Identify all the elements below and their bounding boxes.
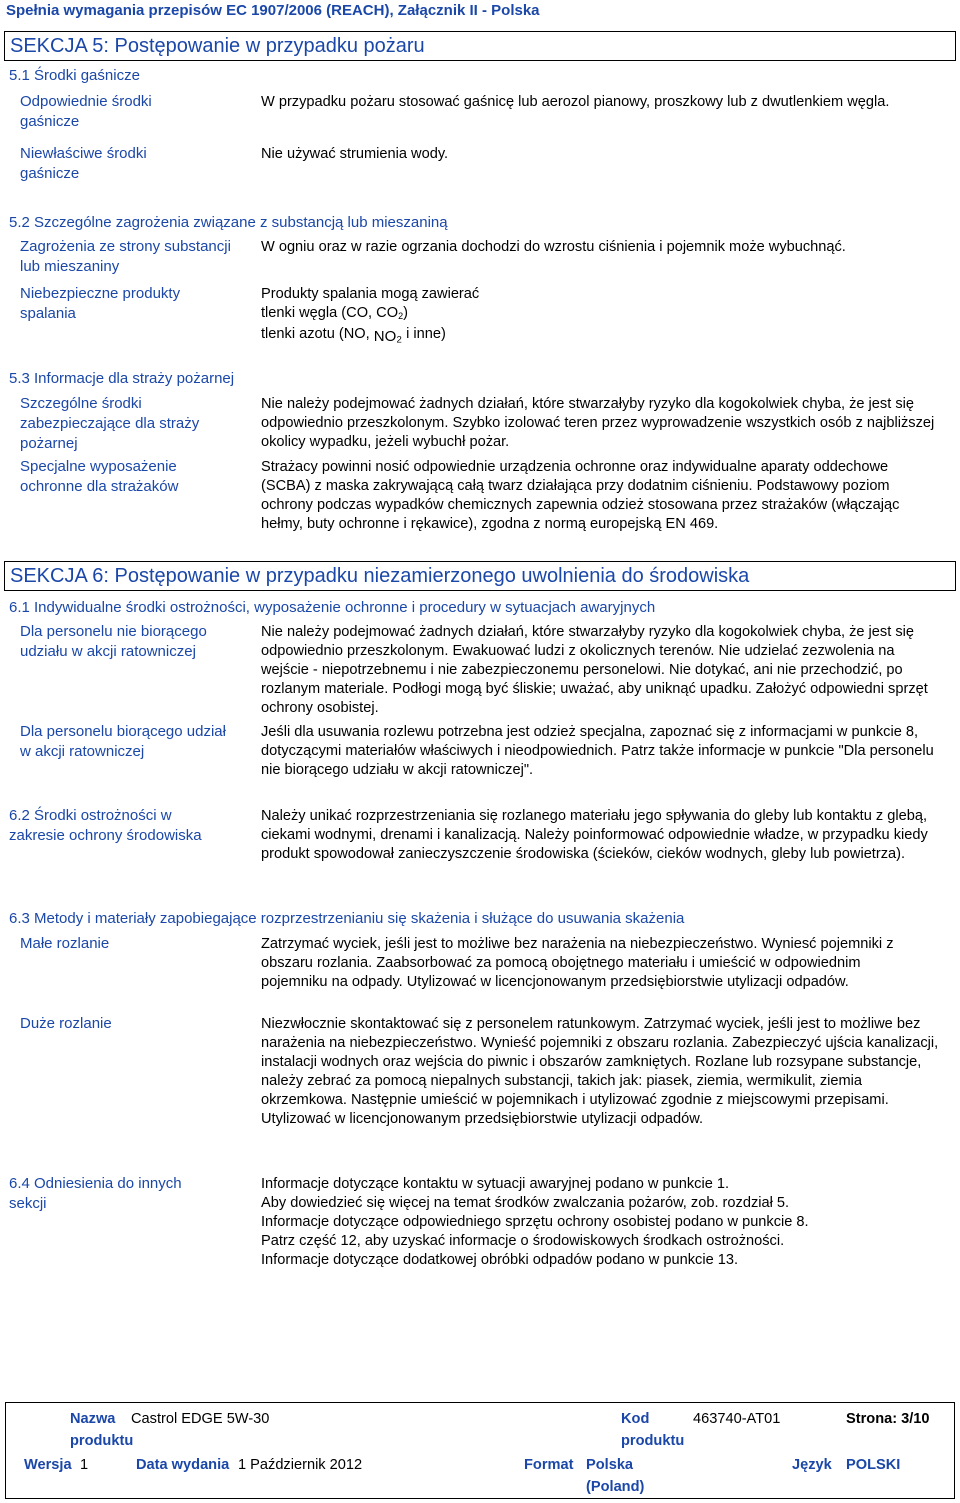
issue-date-value: 1 Październik 2012 [238,1457,363,1473]
combustion-line-2-prefix: tlenki węgla (CO, CO [261,305,399,321]
firefighter-equipment-value: Strażacy powinni nosić odpowiednie urządzenia ochronne oraz indywidualne aparaty oddechowe (SCBA) z maska zakrywającą całą twarz działająca przy dodatnim ciśnieniu. Podstawowy poziom ochrony podczas wypadków chemicznych zapewnia odzież stosowana przez strażaków (włączając hełmy, buty ochronne i rękawice), zgodna z normą europejską EN 469. [261,459,900,532]
language-value: POLSKI [846,1457,901,1473]
version-label: Wersja [24,1457,72,1473]
non-emergency-value: Nie należy podejmować żadnych działań, które stwarzałyby ryzyko dla kogokolwiek chyba, że jest się odpowiednio przeszkolonym. Ewakuować ludzi z okolicznych terenów. Nie udzielać zezwolenia na wejście - niepotrzebnemu i nie zabezpieczonemu personelowi. Nie dotykać, ani nie przechodzić, po rozlanym materiale. Podłogi mogą być śliskie; uważać, aby uniknąć upadku. Założyć odpowiedni sprzęt ochrony osobistej. [261,624,928,716]
format-value: Polska (Poland) [586,1457,645,1495]
unsuitable-media-value: Nie używać strumienia wody. [261,146,449,162]
combustion-line-3-prefix: tlenki azotu (NO, [261,326,374,342]
reference-line: Informacje dotyczące dodatkowej obróbki odpadów podano w punkcie 13. [261,1252,739,1268]
combustion-products-value [261,285,951,344]
section-6-2-heading: 6.2 Środki ostrożności w zakresie ochrony środowiska [9,807,202,844]
section-5-1-heading: 5.1 Środki gaśnicze [9,67,140,84]
large-spill-value: Niezwłocznie skontaktować się z personelem ratunkowym. Zatrzymać wyciek, jeśli jest to możliwe bez narażenia na niebezpieczeństwo. Wynieść pojemniki z obszaru rozlania. Zabezpieczyć ujścia kanalizacji, instalacji wodnych oraz wejścia do piwnic i obszarów zamkniętych. Rozlane lub rozsypane substancje, należy zebrać za pomocą niepalnych substancji, takich jak: piasek, ziemia, wermikulit, ziemia okrzemkowa. Następnie umieścić w pojemnikach i utylizować zgodnie z miejscowymi przepisami. Utylizować w licencjonowanym przedsiębiorstwie utylizacji odpadów. [261,1016,939,1127]
section-6-1-heading: 6.1 Indywidualne środki ostrożności, wyposażenie ochronne i procedury w sytuacjach awaryjnych [9,599,656,616]
product-code-label: Kod produktu [621,1411,685,1449]
small-spill-value: Zatrzymać wyciek, jeśli jest to możliwe bez narażenia na niebezpieczeństwo. Wyniesć pojemniki z obszaru rozlania. Zaabsorbować za pomocą obojętnego materiału i umieścić w odpowiednim pojemniku na odpady. Utylizować w licencjonowanym przedsiębiorstwie utylizacji odpadów. [261,936,894,990]
hazards-value: W ogniu oraz w razie ogrzania dochodzi do wzrostu ciśnienia i pojemnik może wybuchnąć. [261,239,846,255]
page-number: Strona: 3/10 [846,1411,930,1427]
hazards-label: Zagrożenia ze strony substancji lub mieszaniny [20,238,231,275]
section-6-title: SEKCJA 6: Postępowanie w przypadku niezamierzonego uwolnienia do środowiska [4,561,956,591]
version-value: 1 [80,1457,89,1473]
document-header: Spełnia wymagania przepisów EC 1907/2006 (REACH), Załącznik II - Polska [6,2,540,19]
product-name-value: Castrol EDGE 5W-30 [131,1411,270,1427]
section-5-title: SEKCJA 5: Postępowanie w przypadku pożaru [4,31,956,61]
no2-formula: NO₂ [373,328,403,345]
reference-line: Aby dowiedzieć się więcej na temat środków zwalczania pożarów, zob. rozdział 5. [261,1195,790,1211]
section-5-3-heading: 5.3 Informacje dla straży pożarnej [9,370,235,387]
reference-line: Informacje dotyczące odpowiedniego sprzętu ochrony osobistej podano w punkcie 8. [261,1214,809,1230]
combustion-line-2 [261,304,951,324]
reference-line: Patrz część 12, aby uzyskać informacje o środowiskowych środkach ostrożności. [261,1233,785,1249]
reference-line: Informacje dotyczące kontaktu w sytuacji awaryjnej podano w punkcie 1. [261,1176,730,1192]
firefighter-equipment-label: Specjalne wyposażenie ochronne dla strażaków [20,458,179,495]
firefighter-actions-value: Nie należy podejmować żadnych działań, które stwarzałyby ryzyko dla kogokolwiek chyba, że jest się odpowiednio przeszkolonym. Szybko izolować teren przez wyprowadzenie wszystkich osób z najbliższej okolicy wypadku, jeżeli wybuchł pożar. [261,396,935,450]
combustion-products-label: Niebezpieczne produkty spalania [20,285,181,322]
non-emergency-label: Dla personelu nie biorącego udziału w akcji ratowniczej [20,623,207,660]
references-value [261,1175,951,1270]
product-code-value: 463740-AT01 [693,1411,781,1427]
suitable-media-value: W przypadku pożaru stosować gaśnicę lub aerozol pianowy, proszkowy lub z dwutlenkiem węgla. [261,94,890,110]
issue-date-label: Data wydania [136,1457,230,1473]
responders-value: Jeśli dla usuwania rozlewu potrzebna jest odzież specjalna, zapoznać się z informacjami w punkcie 8, dotyczącymi materiałów właściwych i nieodpowiednich. Patrz także informacje w punkcie "Dla personelu nie biorącego udziału w akcji ratowniczej". [261,724,934,778]
unsuitable-media-label: Niewłaściwe środki gaśnicze [20,145,147,182]
co2-subscript: 2 [398,311,404,321]
responders-label: Dla personelu biorącego udział w akcji ratowniczej [20,723,226,760]
section-5-2-heading: 5.2 Szczególne zagrożenia związane z substancją lub mieszaniną [9,214,448,231]
small-spill-label: Małe rozlanie [20,935,110,952]
combustion-line-3 [261,324,951,344]
language-label: Język [792,1457,832,1473]
page-footer [5,1402,955,1499]
section-6-3-heading: 6.3 Metody i materiały zapobiegające rozprzestrzenianiu się skażenia i służące do usuwania skażenia [9,910,685,927]
environmental-precautions-value: Należy unikać rozprzestrzeniania się rozlanego materiału jego spływania do gleby lub kontaktu z glebą, ciekami wodnymi, drenami i kanalizacją. Należy poinformować odpowiednie władze, w przypadku kiedy produkt spowodował zanieczyszczenie środowiska (ścieków, cieków wodnych, gleby lub powietrza). [261,808,928,862]
combustion-line-3-suffix: i inne) [402,326,446,342]
product-name-label: Nazwa produktu [70,1411,134,1449]
combustion-line-2-suffix: ) [403,305,408,321]
format-label: Format [524,1457,574,1473]
firefighter-actions-label: Szczególne środki zabezpieczające dla straży pożarnej [20,395,200,452]
section-6-4-heading: 6.4 Odniesienia do innych sekcji [9,1175,182,1212]
suitable-media-label: Odpowiednie środki gaśnicze [20,93,152,130]
combustion-line-1: Produkty spalania mogą zawierać [261,286,480,302]
large-spill-label: Duże rozlanie [20,1015,112,1032]
